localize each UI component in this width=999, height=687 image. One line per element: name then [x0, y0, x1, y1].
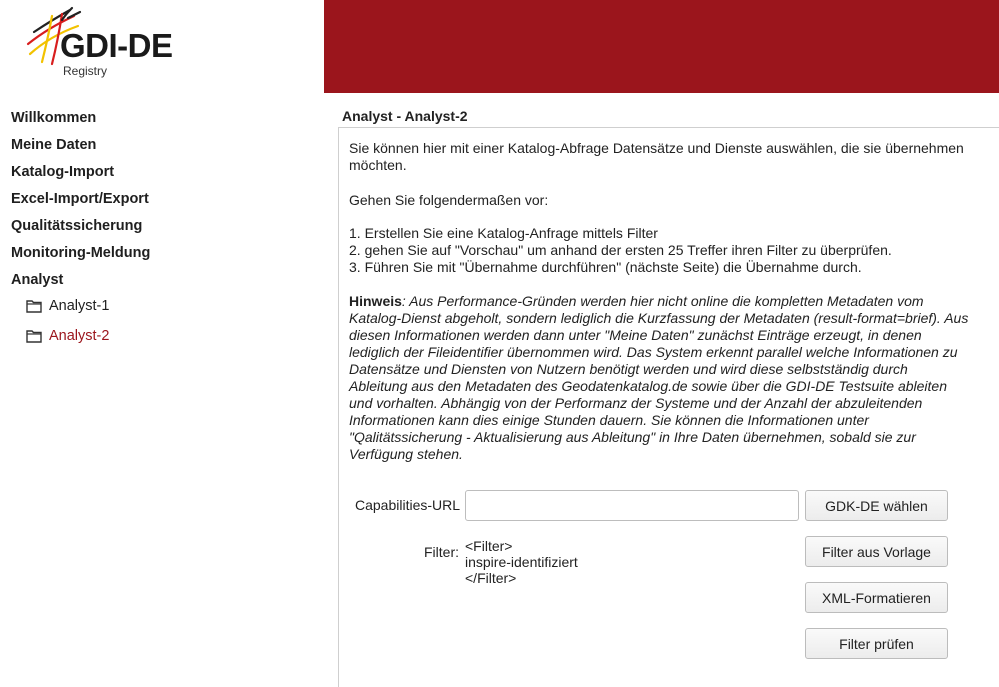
folder-icon — [26, 329, 42, 343]
logo-subtext: Registry — [63, 64, 108, 78]
capabilities-url-input[interactable] — [465, 490, 799, 521]
steps-heading: Gehen Sie folgendermaßen vor: — [349, 192, 549, 208]
sidebar-subitem-label: Analyst-1 — [49, 298, 110, 314]
hint-text: : Aus Performance-Gründen werden hier nicht online die kompletten Metadaten vom Katalog-Dienst abgeholt, sondern lediglich die Kurzfassung der Metadaten (result-format=brief). Aus diesen Informationen werden dann unter "Meine Daten" zunächst Einträge erzeugt, in denen lediglich der Fileidentifier übernommen wird. Das System erkennt parallel welche Informationen zu Datensätze und Diensten von Nutzern benötigt werden und wird diese selbstständig durch Ableitung aus den Metadaten des Geodatenkatalog.de sowie über die GDI-DE Testsuite ableiten und vorhalten. Abhängig von der Performanz der Systeme und der Anzahl der abzuleitenden Informationen kann dies einige Stunden dauern. Sie können die Informationen unter "Qalitätssicherung - Aktualisierung aus Ableitung" in Ihre Daten übernehmen, sobald sie zur Verfügung stehen. — [349, 293, 969, 462]
intro-text: Sie können hier mit einer Katalog-Abfrage Datensätze und Dienste auswählen, die sie übernehmen möchten. — [349, 140, 964, 173]
xml-formatieren-button[interactable]: XML-Formatieren — [805, 582, 948, 613]
header-banner — [324, 0, 999, 93]
filter-text[interactable]: <Filter> inspire-identifiziert </Filter> — [465, 538, 578, 586]
page-title: Analyst - Analyst-2 — [342, 108, 468, 124]
logo-text: GDI-DE — [60, 27, 173, 64]
sidebar-item-qualitaetssicherung[interactable]: Qualitätssicherung — [11, 218, 143, 234]
hint-label: Hinweis — [349, 293, 402, 309]
gdk-de-waehlen-button[interactable]: GDK-DE wählen — [805, 490, 948, 521]
sidebar-subitem-label: Analyst-2 — [49, 328, 110, 344]
step-2: 2. gehen Sie auf "Vorschau" um anhand der ersten 25 Treffer ihren Filter zu überprüfen. — [349, 242, 892, 258]
sidebar-item-meine-daten[interactable]: Meine Daten — [11, 137, 97, 153]
sidebar-item-monitoring-meldung[interactable]: Monitoring-Meldung — [11, 245, 151, 261]
sidebar-item-analyst[interactable]: Analyst — [11, 272, 64, 288]
sidebar-subitem-analyst-1[interactable] — [26, 298, 109, 314]
filter-label: Filter: — [424, 544, 459, 560]
sidebar-item-excel-import-export[interactable]: Excel-Import/Export — [11, 191, 149, 207]
folder-icon — [26, 299, 42, 313]
step-1: 1. Erstellen Sie eine Katalog-Anfrage mittels Filter — [349, 225, 658, 241]
filter-aus-vorlage-button[interactable]: Filter aus Vorlage — [805, 536, 948, 567]
filter-pruefen-button[interactable]: Filter prüfen — [805, 628, 948, 659]
sidebar-item-willkommen[interactable]: Willkommen — [11, 110, 97, 126]
hint-paragraph — [349, 293, 969, 463]
sidebar-subitem-analyst-2[interactable] — [26, 328, 109, 344]
capabilities-url-label: Capabilities-URL — [355, 497, 461, 513]
step-3: 3. Führen Sie mit "Übernahme durchführen" (nächste Seite) die Übernahme durch. — [349, 259, 862, 275]
sidebar-item-katalog-import[interactable]: Katalog-Import — [11, 164, 115, 180]
logo-area — [0, 0, 324, 93]
